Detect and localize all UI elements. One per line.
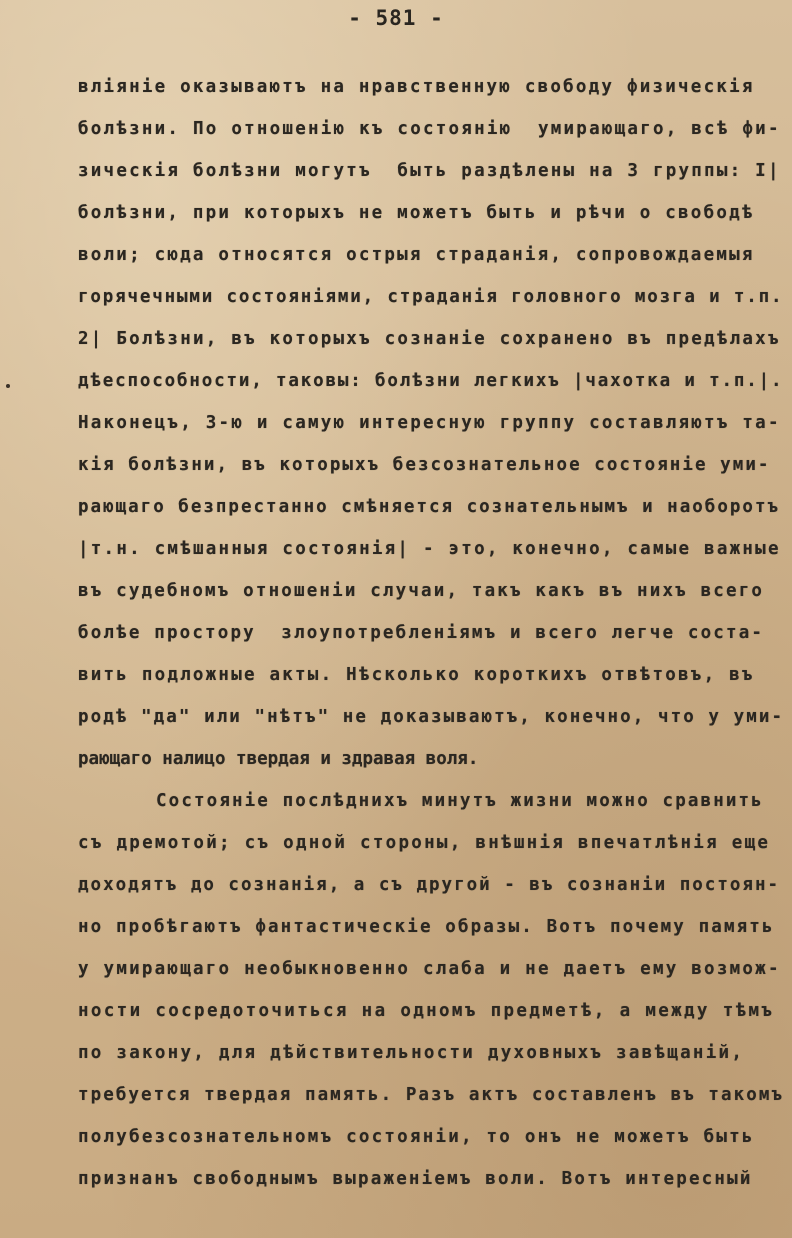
text-line: болѣе простору злоупотребленіямъ и всего легче соста- xyxy=(78,623,765,643)
text-line: но пробѣгаютъ фантастическіе образы. Вотъ почему память xyxy=(78,917,775,937)
text-line: зическія болѣзни могутъ быть раздѣлены на 3 группы: I| xyxy=(78,161,781,181)
text-line: кія болѣзни, въ которыхъ безсознательное состояніе уми- xyxy=(78,455,771,475)
text-line: Наконецъ, 3-ю и самую интересную группу составляютъ та- xyxy=(78,413,781,433)
text-line: рающаго безпрестанно смѣняется сознательнымъ и наоборотъ xyxy=(78,497,781,517)
text-line: |т.н. смѣшанныя состоянія| - это, конечно, самые важные xyxy=(78,539,781,559)
text-line: доходятъ до сознанія, а съ другой - въ сознаніи постоян- xyxy=(78,875,781,895)
text-line: родѣ "да" или "нѣтъ" не доказываютъ, конечно, что у уми- xyxy=(78,707,785,727)
text-line: дѣеспособности, таковы: болѣзни легкихъ |чахотка и т.п.|. xyxy=(78,371,784,391)
text-line: воли; сюда относятся острыя страданія, сопровождаемыя xyxy=(78,245,755,265)
text-line: 2| Болѣзни, въ которыхъ сознаніе сохранено въ предѣлахъ xyxy=(78,329,781,349)
text-line: ности сосредоточиться на одномъ предметѣ, а между тѣмъ xyxy=(78,1001,775,1021)
text-line: съ дремотой; съ одной стороны, внѣшнія впечатлѣнія еще xyxy=(78,833,771,853)
text-line: полубезсознательномъ состояніи, то онъ не можетъ быть xyxy=(78,1127,755,1147)
text-line: Состояніе послѣднихъ минутъ жизни можно сравнить xyxy=(156,791,764,811)
text-line: признанъ свободнымъ выраженіемъ воли. Вотъ интересный xyxy=(78,1169,753,1189)
page-number: - 581 - xyxy=(348,6,444,30)
ink-spot xyxy=(6,384,10,388)
text-line: болѣзни, при которыхъ не можетъ быть и рѣчи о свободѣ xyxy=(78,203,755,223)
text-line: вить подложные акты. Нѣсколько короткихъ отвѣтовъ, въ xyxy=(78,665,755,685)
text-line: въ судебномъ отношеніи случаи, такъ какъ въ нихъ всего xyxy=(78,581,765,601)
text-line: вліяніе оказываютъ на нравственную свободу физическія xyxy=(78,77,755,97)
text-line: требуется твердая память. Разъ актъ составленъ въ такомъ xyxy=(78,1085,785,1105)
text-line: у умирающаго необыкновенно слаба и не даетъ ему возмож- xyxy=(78,959,781,979)
text-line: горячечными состояніями, страданія головного мозга и т.п. xyxy=(78,287,784,307)
text-line: по закону, для дѣйствительности духовныхъ завѣщаній, xyxy=(78,1043,745,1063)
text-line: рающаго налицо твердая и здравая воля. xyxy=(78,749,479,769)
text-line: болѣзни. По отношенію къ состоянію умирающаго, всѣ фи- xyxy=(78,119,781,139)
